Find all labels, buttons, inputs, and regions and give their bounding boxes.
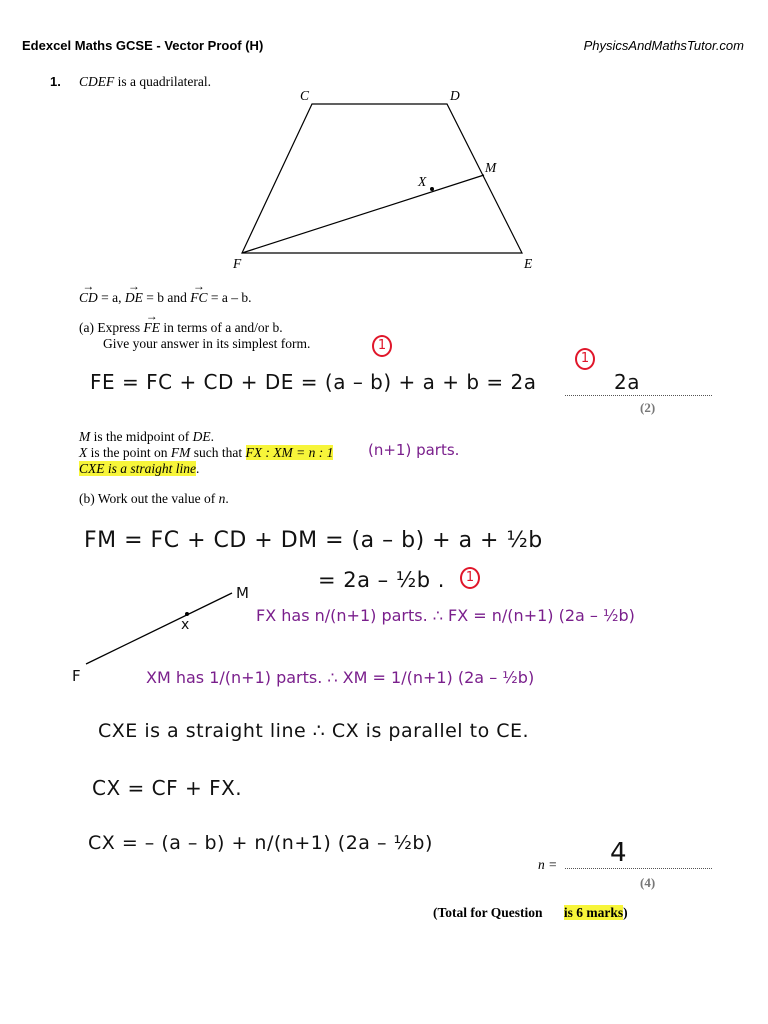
vector-fe: → FE: [143, 320, 160, 336]
vector-cd: → CD: [79, 290, 98, 306]
given-cd-value: = a,: [97, 290, 125, 305]
mark-circle-a: 1: [372, 335, 392, 357]
total-marks: is 6 marks: [563, 905, 624, 920]
info-x-such: such that: [190, 445, 246, 460]
part-b-working-3: CXE is a straight line ∴ CX is parallel to CE.: [98, 720, 530, 742]
info-fm: FM: [170, 445, 191, 460]
info-x: X: [79, 445, 88, 460]
part-b-working-5: CX = – (a – b) + n/(n+1) (2a – ½b): [88, 832, 433, 854]
part-b-n: n: [218, 491, 226, 506]
sketch-label-m: M: [236, 584, 250, 602]
info-m-text: is the midpoint of: [90, 429, 193, 444]
info-m-dot: .: [210, 429, 214, 444]
total-text: (Total for Question: [433, 905, 546, 920]
vector-de: → DE: [125, 290, 143, 306]
xm-parts-working: XM has 1/(n+1) parts. ∴ XM = 1/(n+1) (2a – ½b): [146, 668, 535, 687]
part-a-label: (a) Express: [79, 320, 144, 335]
part-a-marks: (2): [640, 400, 656, 415]
part-a-rest: in terms of a and/or b.: [159, 320, 283, 335]
part-b-marks: (4): [640, 875, 656, 890]
info-de: DE: [192, 429, 211, 444]
label-f: F: [233, 256, 242, 271]
part-b-working-1: FM = FC + CD + DM = (a – b) + a + ½b: [84, 528, 543, 553]
n-label: n =: [538, 857, 558, 872]
header-title: Edexcel Maths GCSE - Vector Proof (H): [22, 38, 264, 53]
given-fc-value: = a – b.: [207, 290, 252, 305]
label-m: M: [485, 160, 497, 175]
info-ratio: FX : XM = n : 1: [245, 445, 334, 460]
answer-line-b: [565, 867, 712, 869]
label-d: D: [450, 88, 460, 103]
given-de-value: = b and: [142, 290, 191, 305]
info-x-text: is the point on: [87, 445, 171, 460]
part-b-answer: 4: [610, 838, 628, 868]
part-a-working: FE = FC + CD + DE = (a – b) + a + b = 2a: [90, 370, 537, 394]
intro-shape: CDEF: [79, 74, 115, 89]
question-number: 1.: [50, 74, 61, 89]
part-a-line2: Give your answer in its simplest form.: [103, 336, 311, 351]
sketch-label-x: x: [181, 617, 190, 633]
info-straight: CXE is a straight line: [79, 461, 197, 476]
total-line: [433, 905, 628, 921]
mark-circle-b: 1: [460, 567, 480, 589]
mark-circle-answer-a: 1: [575, 348, 595, 370]
part-b-dot: .: [225, 491, 229, 506]
info-straight-dot: .: [196, 461, 200, 476]
part-b-working-4: CX = CF + FX.: [92, 776, 243, 800]
vector-fc: → FC: [190, 290, 207, 306]
intro-text: is a quadrilateral.: [114, 74, 211, 89]
part-b-label: (b) Work out the value of: [79, 491, 219, 506]
total-close: ): [623, 905, 628, 920]
ratio-note: (n+1) parts.: [368, 441, 460, 459]
header-site: PhysicsAndMathsTutor.com: [583, 38, 744, 53]
part-b-working-2: = 2a – ½b .: [318, 568, 445, 592]
part-a-answer: 2a: [614, 370, 640, 394]
sketch-label-f: F: [72, 667, 82, 685]
fx-parts-working: FX has n/(n+1) parts. ∴ FX = n/(n+1) (2a – ½b): [256, 606, 635, 625]
label-e: E: [524, 256, 533, 271]
label-c: C: [300, 88, 310, 103]
label-x: X: [418, 174, 427, 189]
info-m: M: [79, 429, 91, 444]
